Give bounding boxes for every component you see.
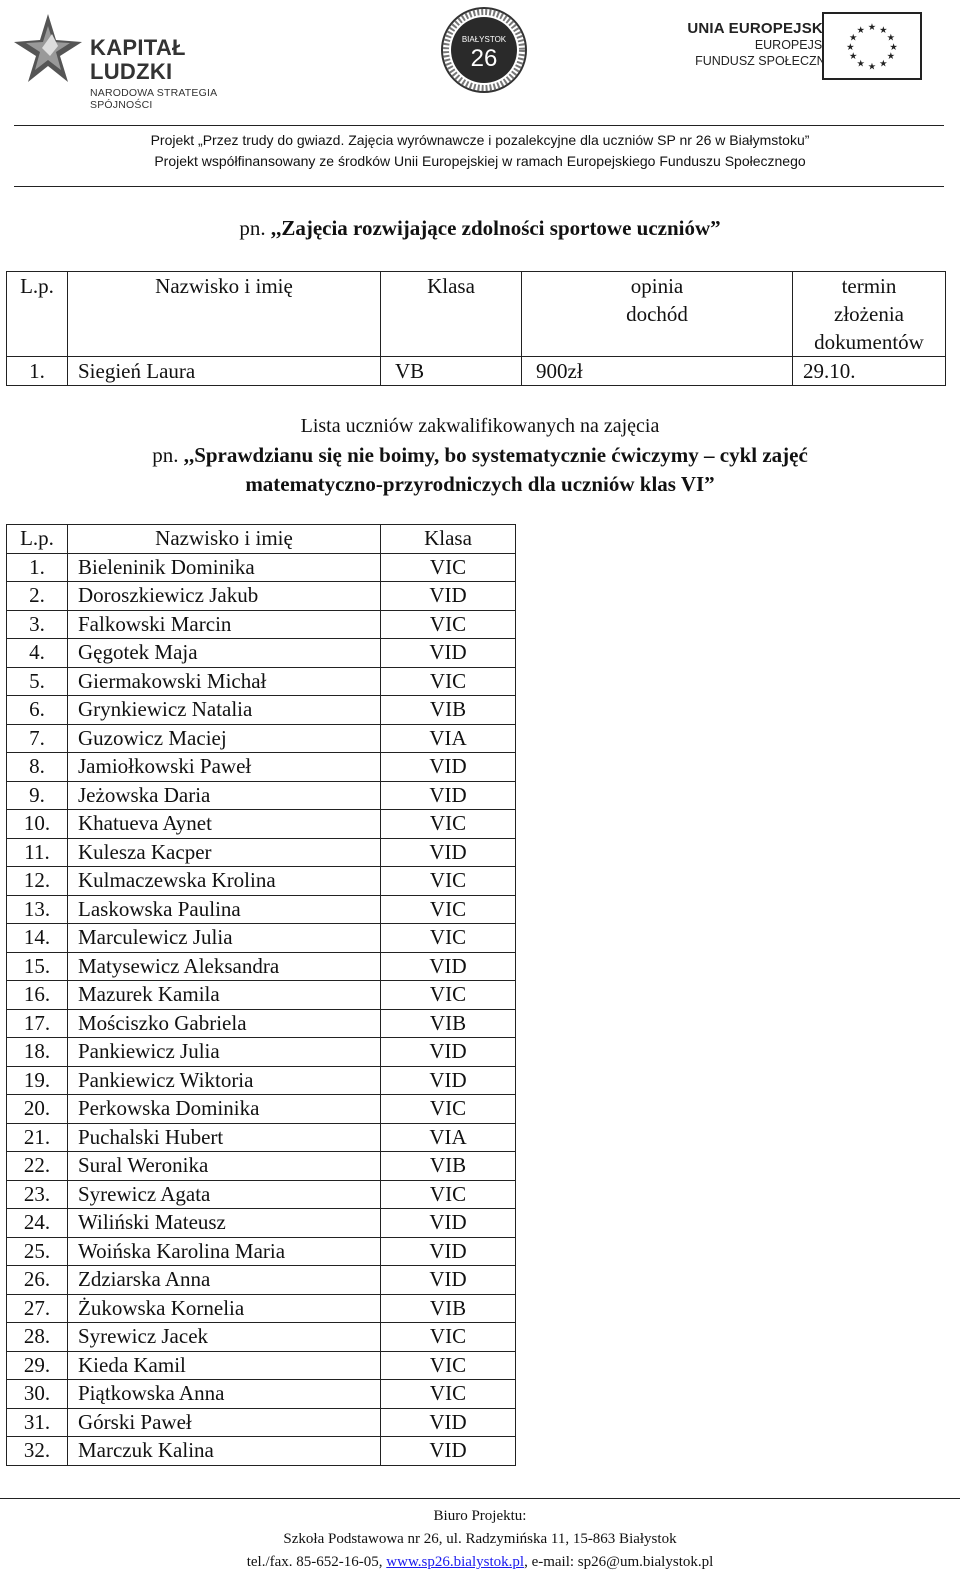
table-row [7, 610, 516, 639]
header-class: Klasa [381, 525, 516, 554]
table-row [7, 1437, 516, 1466]
cell-lp: 11. [7, 838, 68, 867]
cell-lp: 27. [7, 1294, 68, 1323]
footer-address: Szkoła Podstawowa nr 26, ul. Radzymińska 11, 15-863 Białystok [283, 1531, 677, 1547]
section1-heading-title: ,,Zajęcia rozwijające zdolności sportowe uczniów” [270, 216, 721, 240]
svg-text:★: ★ [848, 32, 858, 44]
table-row [7, 1209, 516, 1238]
header-rule-top [14, 125, 944, 126]
svg-text:BIAŁYSTOK: BIAŁYSTOK [461, 35, 507, 44]
svg-text:★: ★ [886, 32, 896, 44]
svg-text:★: ★ [879, 24, 888, 36]
kapital-ludzki-logo [12, 12, 252, 111]
cell-class: VIC [381, 1095, 516, 1124]
table-row [7, 724, 516, 753]
header-rule-bottom [14, 186, 944, 187]
table-row [7, 895, 516, 924]
svg-text:★: ★ [856, 24, 865, 36]
cell-name: Khatueva Aynet [68, 810, 381, 839]
cell-name: Gęgotek Maja [68, 639, 381, 668]
cell-class: VIC [381, 924, 516, 953]
table-row [7, 1152, 516, 1181]
school-seal-icon [440, 6, 528, 94]
section2-heading-line2 [0, 470, 960, 498]
cell-name: Wiliński Mateusz [68, 1209, 381, 1238]
table-row [7, 924, 516, 953]
cell-lp: 22. [7, 1152, 68, 1181]
cell-class: VIA [381, 724, 516, 753]
cell-name: Marculewicz Julia [68, 924, 381, 953]
svg-text:★: ★ [867, 22, 877, 33]
cell-name: Pankiewicz Wiktoria [68, 1066, 381, 1095]
cell-class: VIC [381, 810, 516, 839]
cell-lp: 29. [7, 1351, 68, 1380]
table-row [7, 696, 516, 725]
cell-class: VIC [381, 1180, 516, 1209]
table-row [7, 952, 516, 981]
table-row [7, 1294, 516, 1323]
cell-opinion: 900zł [522, 357, 793, 386]
cell-name: Giermakowski Michał [68, 667, 381, 696]
cell-name: Jeżowska Daria [68, 781, 381, 810]
eu-line-1: EUROPEJSKI [754, 38, 834, 52]
header-logos [0, 0, 960, 120]
footer-contact: tel./fax. 85-652-16-05, www.sp26.bialystok.pl, e-mail: sp26@um.bialystok.pl [246, 1554, 714, 1570]
cell-lp: 24. [7, 1209, 68, 1238]
cell-class: VIB [381, 1294, 516, 1323]
sport-table [6, 271, 946, 386]
cell-name: Kulmaczewska Krolina [68, 867, 381, 896]
cell-class: VID [381, 952, 516, 981]
cell-name: Syrewicz Jacek [68, 1323, 381, 1352]
svg-text:★: ★ [889, 41, 898, 53]
table-row [7, 1408, 516, 1437]
table-row [7, 1009, 516, 1038]
cell-class: VID [381, 781, 516, 810]
table-row [7, 1266, 516, 1295]
cell-class: VIC [381, 867, 516, 896]
cell-lp: 25. [7, 1237, 68, 1266]
cell-name: Jamiołkowski Paweł [68, 753, 381, 782]
cell-lp: 6. [7, 696, 68, 725]
table-row [7, 1038, 516, 1067]
table-header-row [7, 525, 516, 554]
table-row [7, 781, 516, 810]
cell-class: VIC [381, 667, 516, 696]
cell-name: Pankiewicz Julia [68, 1038, 381, 1067]
cell-name: Kieda Kamil [68, 1351, 381, 1380]
svg-text:★: ★ [886, 51, 896, 63]
cell-lp: 26. [7, 1266, 68, 1295]
table-row [7, 1095, 516, 1124]
cell-name: Mazurek Kamila [68, 981, 381, 1010]
cell-lp: 30. [7, 1380, 68, 1409]
eu-line-2: FUNDUSZ SPOŁECZNY [695, 54, 834, 68]
cell-lp: 12. [7, 867, 68, 896]
cell-name: Grynkiewicz Natalia [68, 696, 381, 725]
table-row [7, 1066, 516, 1095]
cell-name: Doroszkiewicz Jakub [68, 582, 381, 611]
cell-lp: 21. [7, 1123, 68, 1152]
header-date: termin złożenia dokumentów [793, 272, 946, 357]
cell-class: VIA [381, 1123, 516, 1152]
header-name: Nazwisko i imię [68, 525, 381, 554]
cell-lp: 20. [7, 1095, 68, 1124]
footer-office: Biuro Projektu: [433, 1508, 527, 1524]
cell-name: Górski Paweł [68, 1408, 381, 1437]
cell-lp: 3. [7, 610, 68, 639]
cell-lp: 14. [7, 924, 68, 953]
cell-class: VID [381, 1066, 516, 1095]
cell-lp: 17. [7, 1009, 68, 1038]
cell-date: 29.10. [793, 357, 946, 386]
cell-lp: 5. [7, 667, 68, 696]
cell-lp: 4. [7, 639, 68, 668]
table-row [7, 867, 516, 896]
footer-rule [0, 1498, 960, 1499]
table-row [7, 1123, 516, 1152]
svg-text:★: ★ [867, 61, 877, 73]
cell-lp: 32. [7, 1437, 68, 1466]
cell-name: Syrewicz Agata [68, 1180, 381, 1209]
svg-text:★: ★ [846, 41, 855, 53]
table-row [7, 753, 516, 782]
cell-lp: 15. [7, 952, 68, 981]
header-lp: L.p. [7, 272, 68, 357]
cell-name: Mościszko Gabriela [68, 1009, 381, 1038]
cell-class: VIC [381, 1351, 516, 1380]
cell-name: Marczuk Kalina [68, 1437, 381, 1466]
cell-lp: 31. [7, 1408, 68, 1437]
table-row [7, 582, 516, 611]
cell-class: VID [381, 1038, 516, 1067]
cell-lp: 28. [7, 1323, 68, 1352]
cell-class: VIC [381, 895, 516, 924]
cell-class: VIC [381, 1323, 516, 1352]
eu-logo [672, 12, 952, 102]
cell-class: VIC [381, 981, 516, 1010]
cell-class: VID [381, 1237, 516, 1266]
cell-name: Puchalski Hubert [68, 1123, 381, 1152]
cell-lp: 8. [7, 753, 68, 782]
cell-name: Piątkowska Anna [68, 1380, 381, 1409]
table-row [7, 1323, 516, 1352]
list-title: Lista uczniów zakwalifikowanych na zajęcia [300, 415, 660, 437]
kapital-ludzki-star-icon [12, 12, 84, 90]
table-row [7, 1180, 516, 1209]
project-funding: Projekt współfinansowany ze środków Unii Europejskiej w ramach Europejskiego Funduszu Społecznego [154, 153, 806, 169]
cell-name: Guzowicz Maciej [68, 724, 381, 753]
table-row [7, 1237, 516, 1266]
cell-lp: 2. [7, 582, 68, 611]
cell-name: Woińska Karolina Maria [68, 1237, 381, 1266]
table-row [7, 981, 516, 1010]
cell-class: VB [381, 357, 522, 386]
cell-class: VID [381, 838, 516, 867]
cell-class: VID [381, 639, 516, 668]
cell-class: VIC [381, 1380, 516, 1409]
table-row [7, 1351, 516, 1380]
section2-heading-title-2: matematyczno-przyrodniczych dla uczniów klas VI” [245, 472, 715, 496]
cell-lp: 13. [7, 895, 68, 924]
cell-lp: 19. [7, 1066, 68, 1095]
header-class: Klasa [381, 272, 522, 357]
cell-name: Kulesza Kacper [68, 838, 381, 867]
table-row [7, 639, 516, 668]
website-link[interactable]: www.sp26.bialystok.pl [386, 1554, 525, 1570]
cell-name: Perkowska Dominika [68, 1095, 381, 1124]
cell-class: VID [381, 1209, 516, 1238]
cell-name: Bieleninik Dominika [68, 553, 381, 582]
cell-class: VID [381, 1408, 516, 1437]
section1-heading: pn. ,,Zajęcia rozwijające zdolności sportowe uczniów” [239, 216, 721, 240]
svg-text:★: ★ [848, 51, 858, 63]
table-row [7, 667, 516, 696]
cell-lp: 7. [7, 724, 68, 753]
header-lp: L.p. [7, 525, 68, 554]
section2-heading: pn. ,,Sprawdzianu się nie boimy, bo systematycznie ćwiczymy – cykl zajęć [152, 443, 808, 467]
students-table [6, 524, 516, 1466]
cell-class: VID [381, 582, 516, 611]
cell-class: VIB [381, 696, 516, 725]
table-row [7, 553, 516, 582]
cell-lp: 9. [7, 781, 68, 810]
eu-title: UNIA EUROPEJSKA [687, 20, 834, 37]
cell-name: Sural Weronika [68, 1152, 381, 1181]
cell-name: Żukowska Kornelia [68, 1294, 381, 1323]
table-row [7, 357, 946, 386]
section2-heading-title-1: ,,Sprawdzianu się nie boimy, bo systematycznie ćwiczymy – cykl zajęć [183, 443, 808, 467]
cell-lp: 16. [7, 981, 68, 1010]
cell-lp: 1. [7, 553, 68, 582]
cell-class: VID [381, 753, 516, 782]
cell-name: Zdziarska Anna [68, 1266, 381, 1295]
table-header-row [7, 272, 946, 357]
header-name: Nazwisko i imię [68, 272, 381, 357]
cell-class: VID [381, 1437, 516, 1466]
svg-text:★: ★ [879, 58, 888, 70]
table-row [7, 810, 516, 839]
project-title: Projekt „Przez trudy do gwiazd. Zajęcia wyrównawcze i pozalekcyjne dla uczniów SP nr 26 w Białymstoku” [150, 132, 810, 148]
cell-class: VIC [381, 610, 516, 639]
cell-lp: 10. [7, 810, 68, 839]
table-row [7, 838, 516, 867]
cell-class: VID [381, 1266, 516, 1295]
cell-lp: 18. [7, 1038, 68, 1067]
table-row [7, 1380, 516, 1409]
cell-name: Falkowski Marcin [68, 610, 381, 639]
cell-lp: 23. [7, 1180, 68, 1209]
header-opinion: opinia dochód [522, 272, 793, 357]
cell-lp: 1. [7, 357, 68, 386]
kapital-ludzki-subtitle: NARODOWA STRATEGIA SPÓJNOŚCI [90, 87, 217, 111]
svg-text:26: 26 [470, 45, 498, 72]
kapital-ludzki-title: KAPITAŁ LUDZKI [90, 35, 186, 84]
svg-text:★: ★ [856, 58, 865, 70]
eu-flag-icon [822, 12, 922, 80]
cell-class: VIB [381, 1152, 516, 1181]
cell-name: Laskowska Paulina [68, 895, 381, 924]
cell-name: Siegień Laura [68, 357, 381, 386]
cell-name: Matysewicz Aleksandra [68, 952, 381, 981]
cell-class: VIB [381, 1009, 516, 1038]
cell-class: VIC [381, 553, 516, 582]
